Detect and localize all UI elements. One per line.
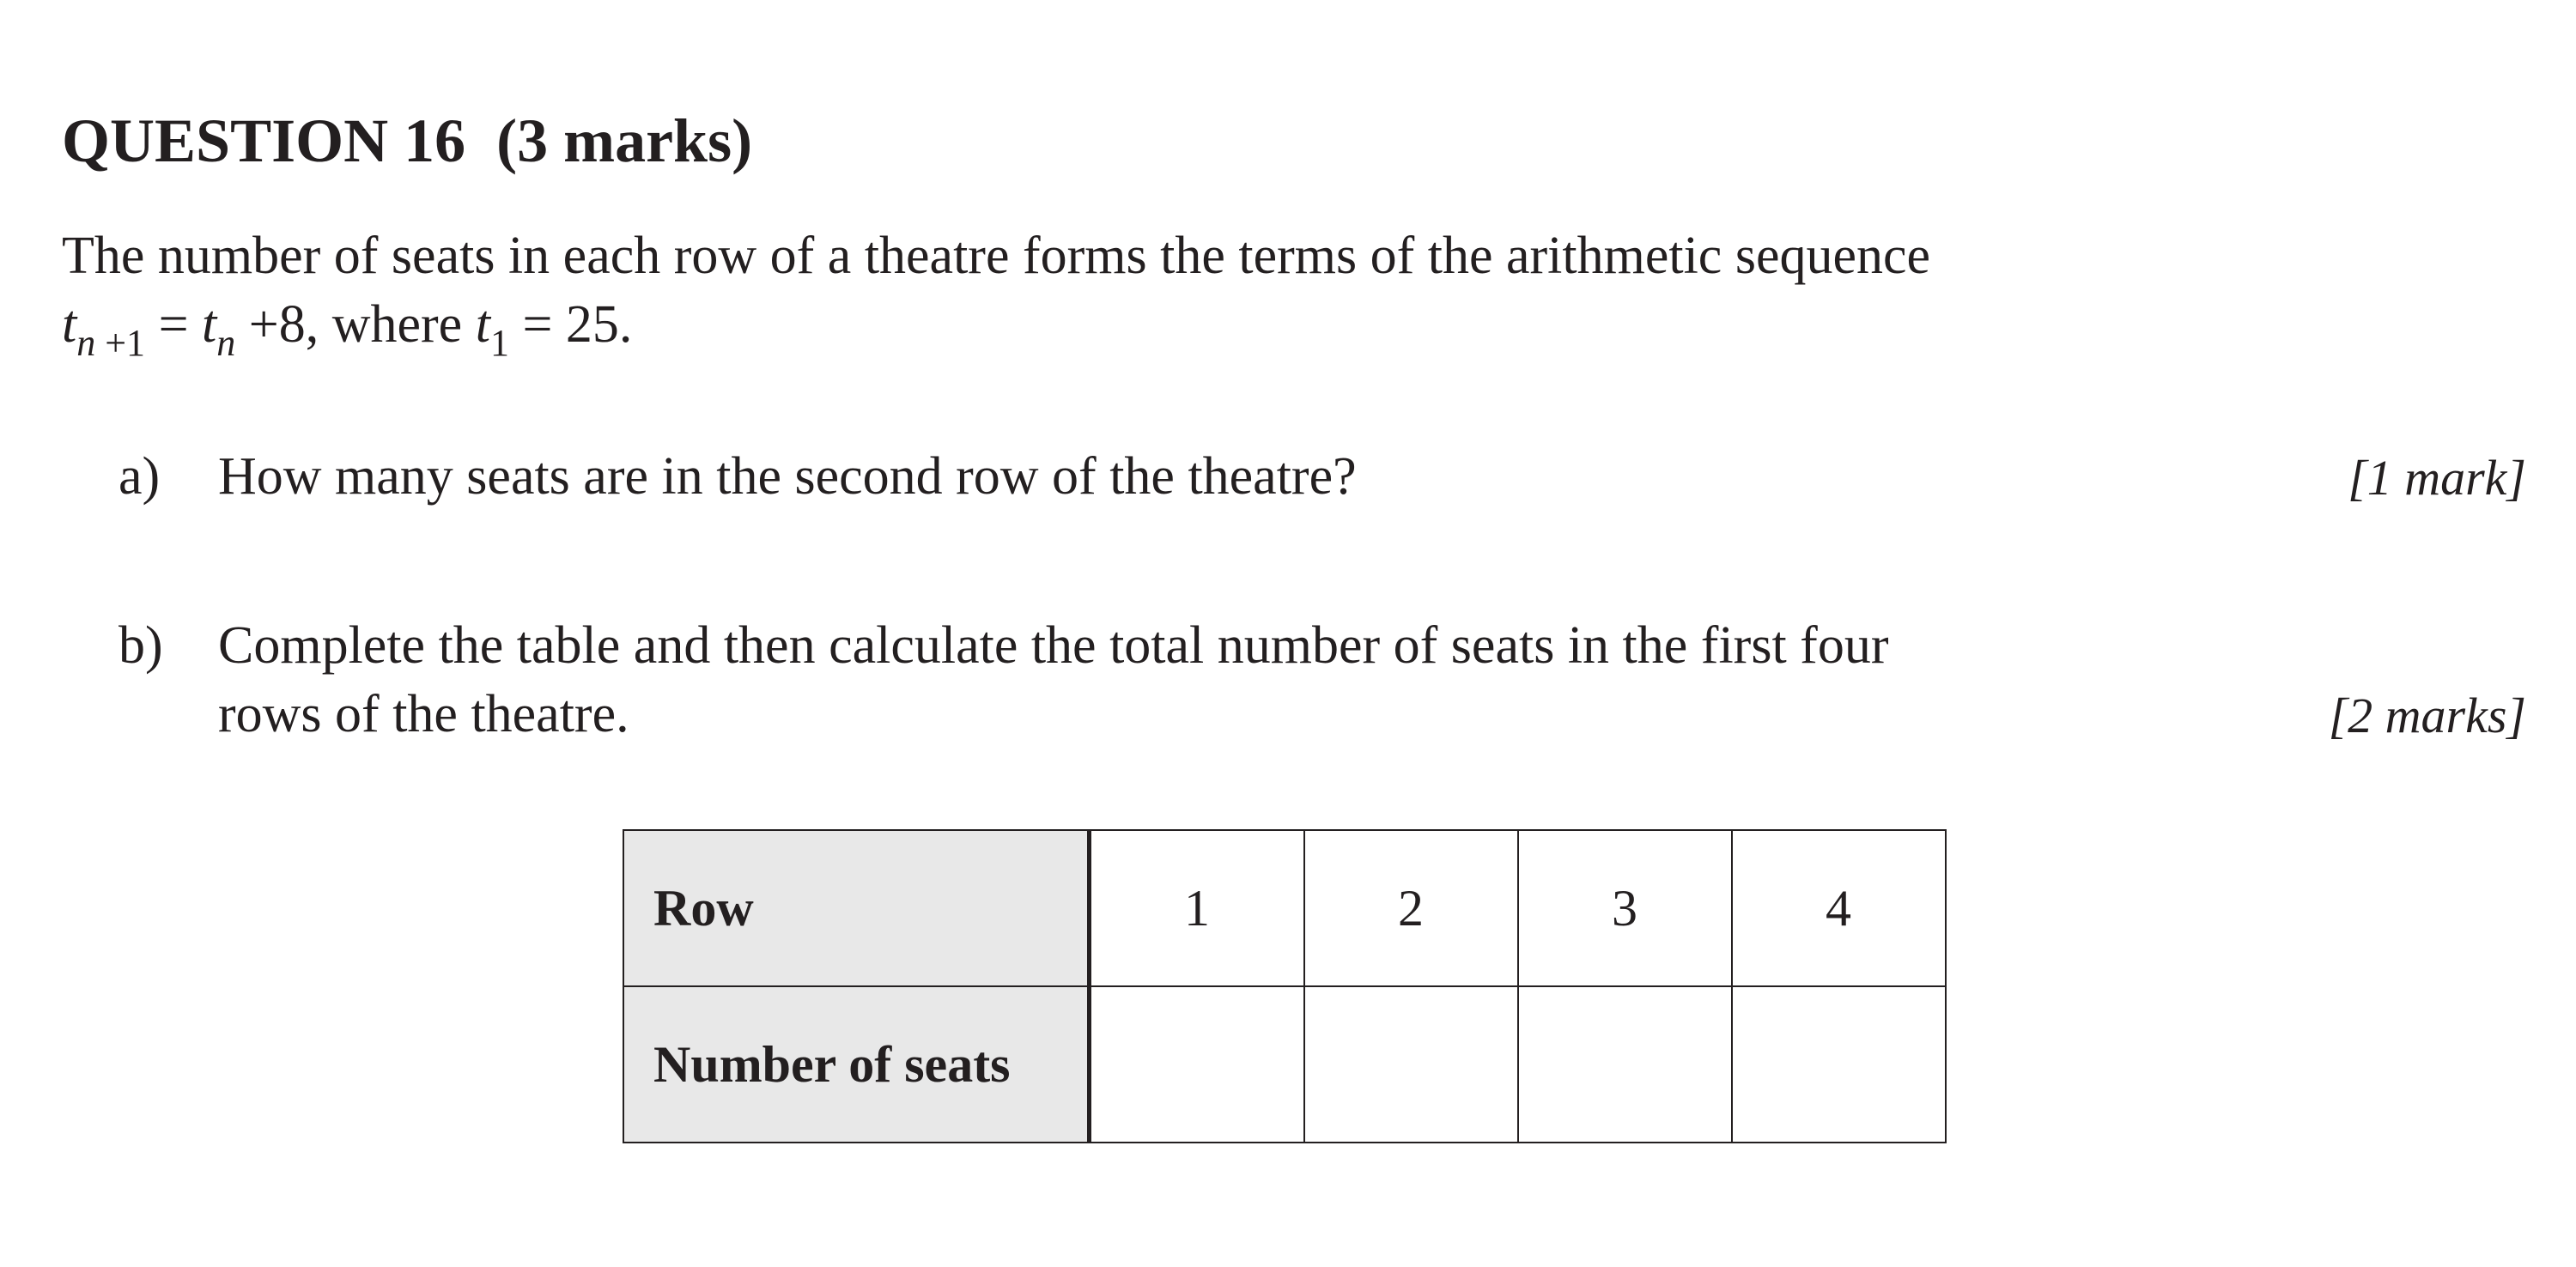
part-a-text	[218, 442, 1357, 511]
formula-t-1: t	[475, 295, 490, 354]
formula-t-next: t	[62, 295, 77, 354]
table-row-seats	[623, 986, 1946, 1143]
part-b-letter: b)	[118, 616, 163, 675]
formula-sub-n-plus-1: n +1	[76, 322, 146, 364]
seats-answer-cell-3[interactable]	[1518, 986, 1732, 1143]
row-header-cell: Row	[623, 830, 1089, 986]
formula-plus-eight: +8, where	[235, 295, 476, 354]
formula-equals: =	[145, 295, 203, 354]
formula-t-n: t	[202, 295, 217, 354]
formula-sub-n: n	[216, 322, 236, 364]
row-number-4: 4	[1732, 830, 1946, 986]
formula-sub-1: 1	[489, 322, 509, 364]
part-b-line-1: Complete the table and then calculate the total number of seats in the first four	[218, 616, 1889, 675]
part-a-line-1: How many seats are in the second row of the theatre?	[218, 447, 1357, 506]
part-a-letter: a)	[118, 447, 161, 506]
formula-initial-value: = 25.	[508, 295, 633, 354]
part-a-marks: [1 mark]	[2348, 450, 2526, 506]
row-number-3: 3	[1518, 830, 1732, 986]
part-b-line-2: rows of the theatre.	[218, 685, 629, 743]
part-b-marks: [2 marks]	[2328, 688, 2526, 743]
part-b-text	[218, 611, 1888, 749]
intro-line-1: The number of seats in each row of a theatre forms the terms of the arithmetic sequence	[62, 227, 1931, 285]
question-title: QUESTION 16 (3 marks)	[62, 106, 753, 175]
table-row-row-numbers	[623, 830, 1946, 986]
row-number-1: 1	[1089, 830, 1304, 986]
seats-header-cell: Number of seats	[623, 986, 1089, 1143]
seats-table	[623, 829, 1947, 1143]
seats-answer-cell-1[interactable]	[1089, 986, 1304, 1143]
seats-answer-cell-2[interactable]	[1304, 986, 1518, 1143]
question-intro	[62, 221, 1930, 364]
seats-answer-cell-4[interactable]	[1732, 986, 1946, 1143]
recurrence-formula	[62, 290, 1930, 364]
row-number-2: 2	[1304, 830, 1518, 986]
